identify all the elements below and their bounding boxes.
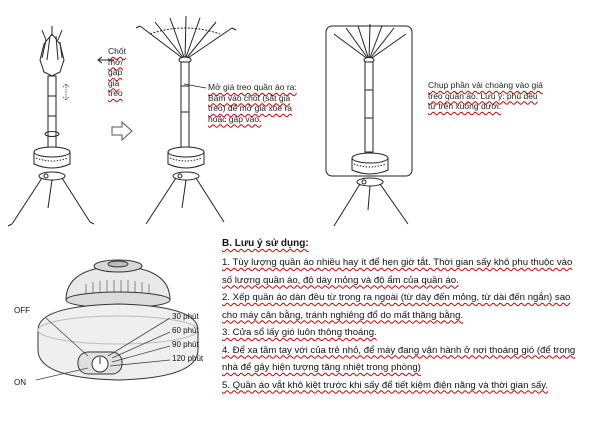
note-line: cho máy cân bằng, tránh nghiêng đổ do mất thăng bằng.: [222, 309, 464, 321]
latch-label-line: giá: [108, 77, 120, 88]
figure-2-caption-line: Mở giá treo quần áo ra:: [208, 82, 297, 92]
note-line: 1. Tùy lượng quần áo nhiều hay ít để hẹn giờ tắt. Thời gian sấy khô phụ thuộc vào: [222, 257, 573, 268]
latch-label-line: gập: [108, 67, 123, 77]
note-line: 2. Xếp quần áo dàn đều từ trong ra ngoài (từ dày đến mỏng, từ dài đến ngắn) sao: [222, 292, 571, 303]
figure-3-caption-line: Chụp phần vải choàng vào giá: [428, 80, 543, 90]
timer-on-label: ON: [14, 378, 26, 387]
timer-mark-90: 90 phút: [172, 340, 199, 349]
latch-label-line: mở/: [108, 56, 124, 67]
usage-notes: [222, 238, 594, 394]
figure-2-caption-line: Bấm vào chốt (sắt giá: [208, 92, 291, 103]
latch-label-line: treo: [108, 88, 123, 98]
note-line: số lượng quần áo, độ dày mỏng và độ ẩm của quần áo.: [222, 274, 459, 286]
timer-mark-30: 30 phút: [172, 312, 199, 321]
timer-mark-60: 60 phút: [172, 326, 199, 335]
figure-3-caption-line: treo quần áo. Lưu ý: phủ đều: [428, 90, 538, 101]
figure-2-caption-line: hoặc gập vào.: [208, 113, 262, 124]
figure-2-caption-line: treo) để mở giá xòe ra: [208, 103, 292, 113]
note-line: 5. Quần áo vắt khô kiệt trước khi sấy để tiết kiệm điện năng và thời gian sấy.: [222, 379, 548, 391]
note-line: 4. Để xa tầm tay với của trẻ nhỏ, để máy đang vận hành ở nơi thoáng gió (để trong: [222, 344, 576, 356]
timer-off-label: OFF: [14, 306, 30, 315]
latch-label-line: Chốt: [108, 46, 126, 56]
figure-3-caption-line: từ trên xuống dưới.: [428, 101, 502, 111]
usage-notes-title: B. Lưu ý sử dụng:: [222, 238, 309, 249]
timer-mark-120: 120 phút: [172, 354, 204, 363]
note-line: 3. Cửa sổ lấy gió luôn thông thoáng.: [222, 327, 377, 338]
note-line: nhà để gây hiện tượng tăng nhiệt trong phòng): [222, 362, 421, 373]
